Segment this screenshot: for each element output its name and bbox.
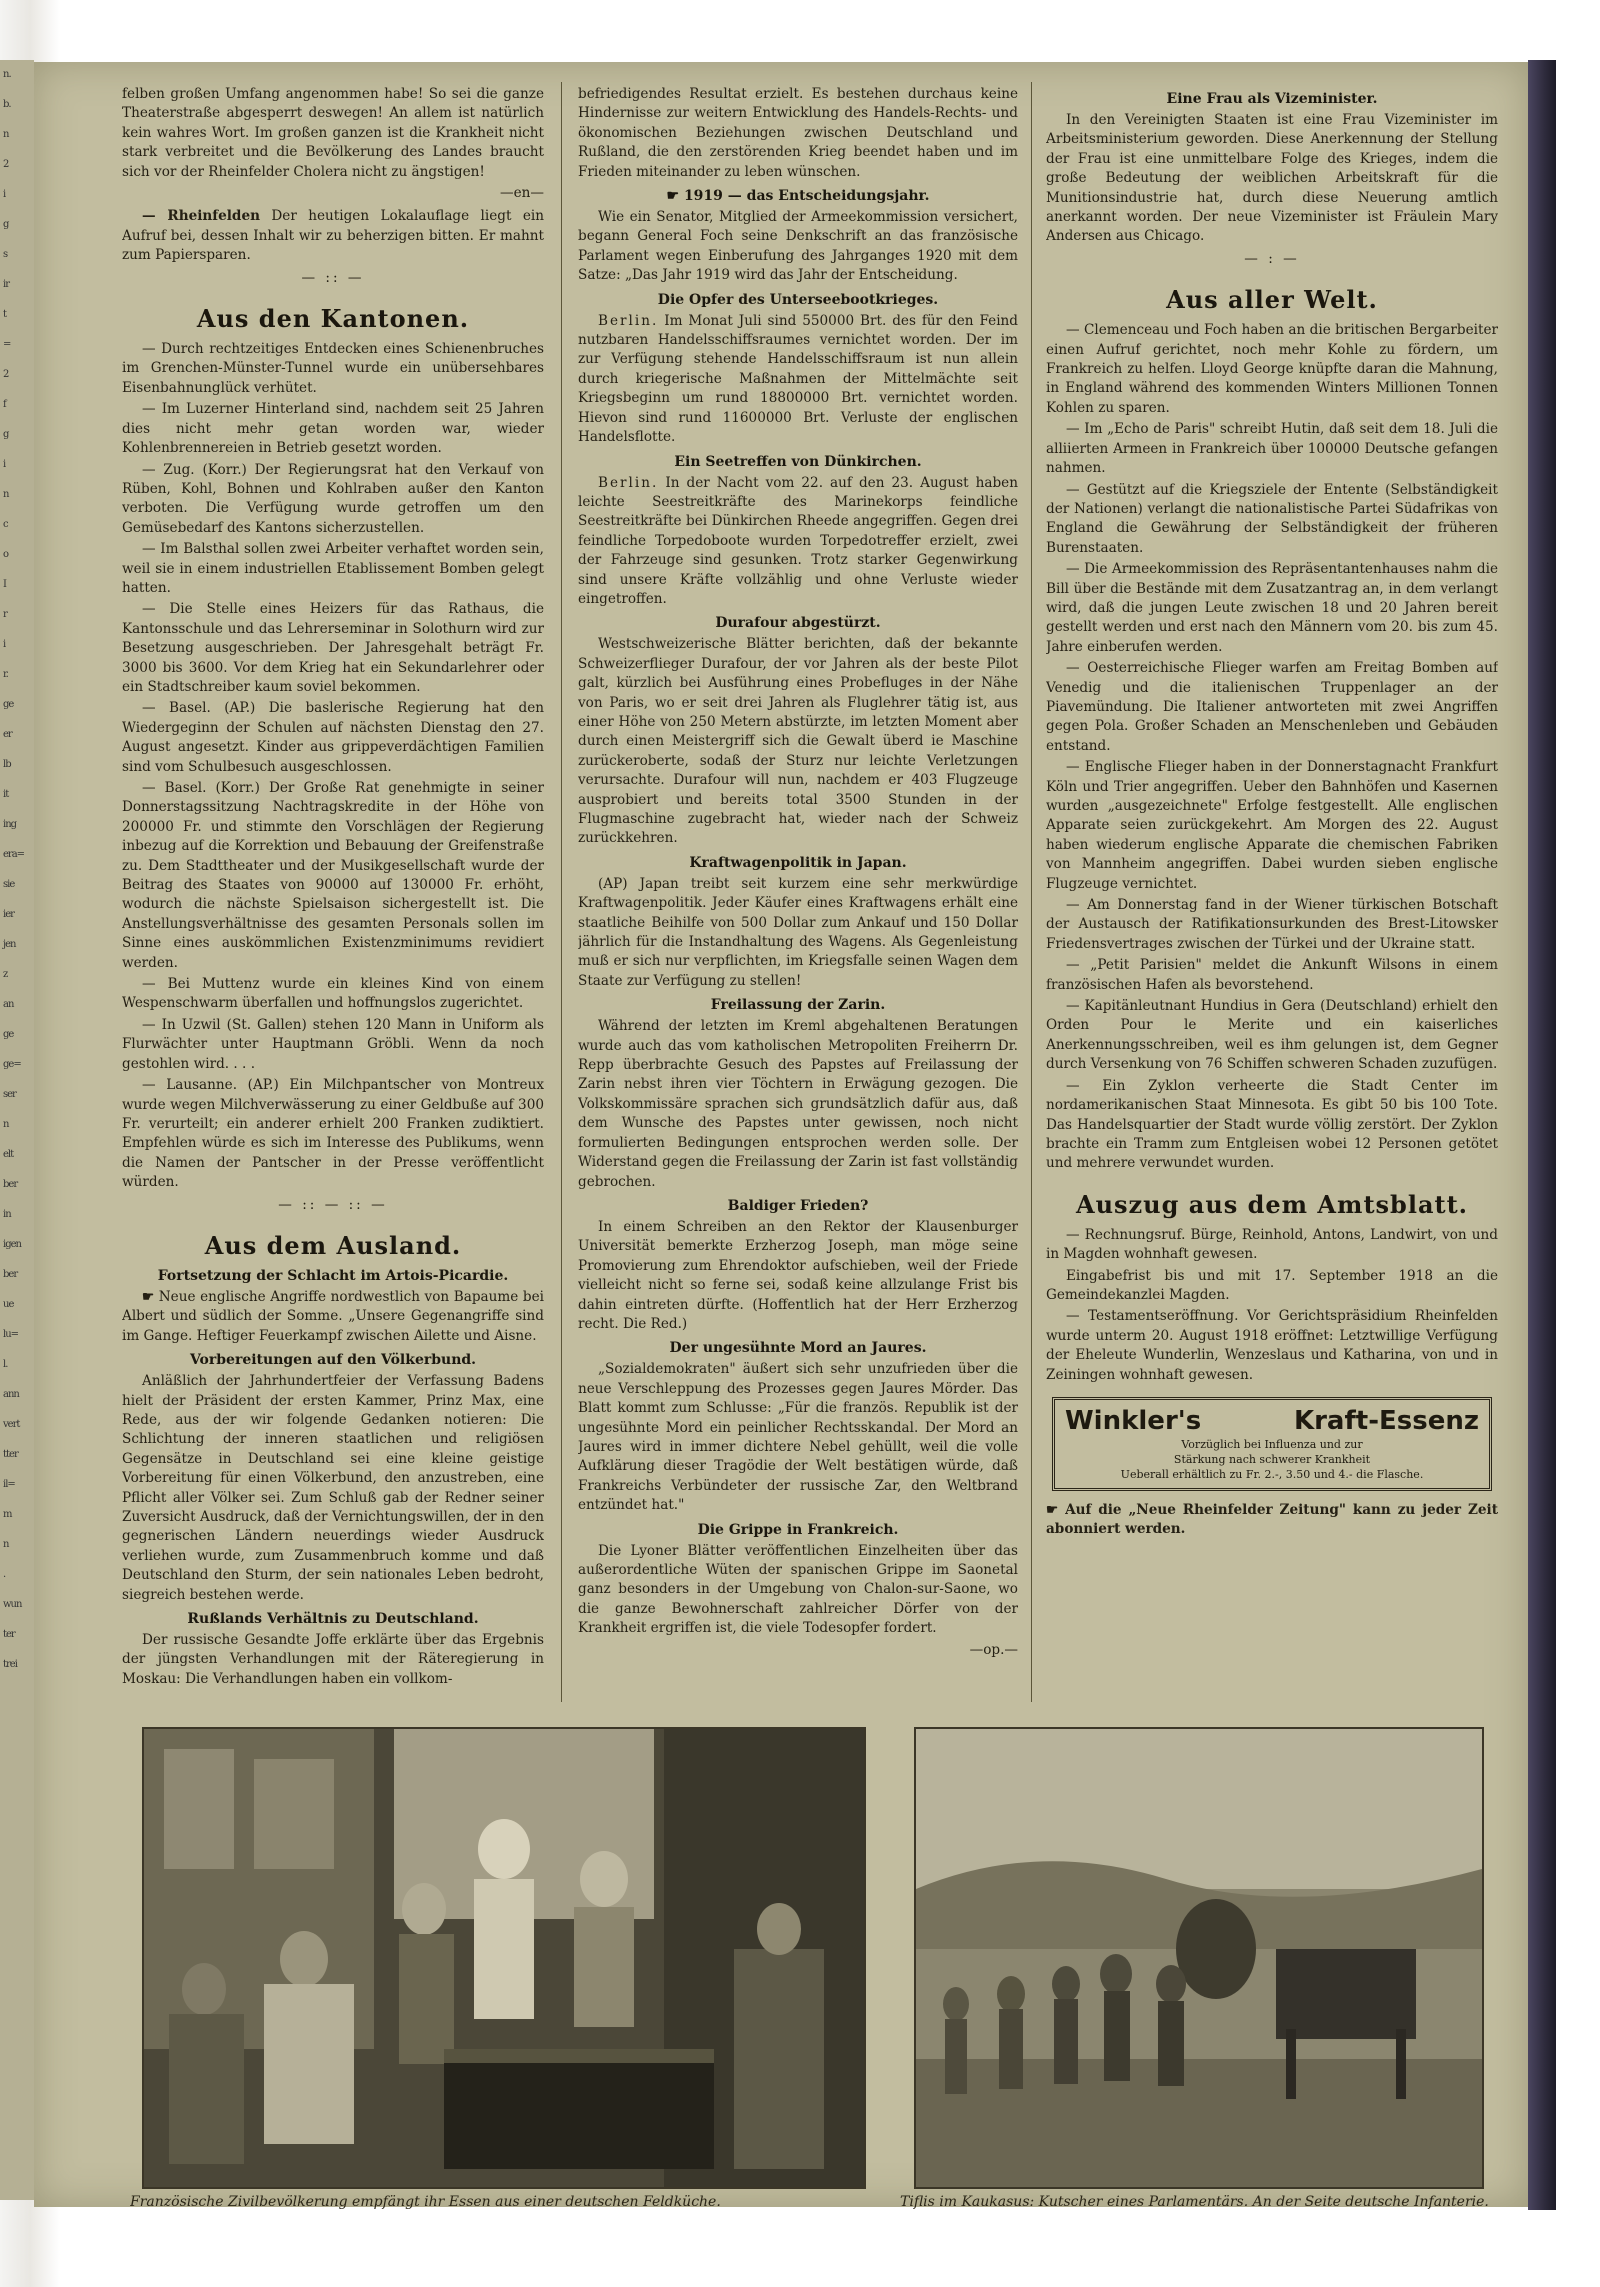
photo-caption: Französische Zivilbevölkerung empfängt ihr Essen aus einer deutschen Feldküche.: [130, 2194, 721, 2210]
article-text: „Sozialdemokraten" äußert sich sehr unzufrieden über die neue Verschleppung des Prozesses gegen Jaures Mörder. Das Blatt kommt zum Schlusse: „Für die französ. Republik ist der ungesühnte Mord ein peinlicher Rechtsskandal. Der Mord an Jaures wird in immer dichtere Nebel gehüllt, weil die volle Aufklärung dieser Tragödie der Welt bestätigen würde, daß Frankreichs Verbündeter der russische Zar, den Weltbrand entzündet hat.": [578, 1361, 1018, 1514]
photo-tiflis-caucasus: [914, 1727, 1484, 2189]
previous-page-fragment: m: [3, 1509, 12, 1520]
section-heading-kantone: Aus den Kantonen.: [196, 304, 470, 334]
amtsblatt-list: [1046, 1226, 1498, 1385]
previous-page-fragment: in: [3, 1209, 11, 1220]
article-text: In den Vereinigten Staaten ist eine Frau Vizeminister im Arbeitsministerium geworden. Diese Anerkennung der Stellung der Frau ist eine unmittelbare Folge des Krieges, indem die große Bedeutung der weiblichen Arbeitskraft für die Munitionsindustrie hat, durch diese Neuerung amtlich anerkannt worden. Der neue Vizeminister ist Fräulein Mary Andersen aus Chicago.: [1046, 112, 1498, 245]
left-column: [122, 85, 544, 1703]
right-column: [1046, 85, 1498, 1703]
article-heading: Vorbereitungen auf den Völkerbund.: [189, 1352, 477, 1369]
previous-page-fragment: ge=: [3, 1059, 21, 1070]
dateline: Berlin.: [598, 312, 659, 329]
subscription-note: [1046, 1501, 1498, 1540]
previous-page-fragment: f: [3, 399, 6, 410]
article-text: In einem Schreiben an den Rektor der Klausenburger Universität bemerkte Erzherzog Joseph, man möge seine Promovierung zum Ehrendoktor aufschieben, weil der Friede vielleicht nicht so ferne sei, sodaß keine allzulange Frist bis dahin eintreten dürfte. (Hoffentlich hat der Herr Erzherzog recht. Die Red.): [578, 1218, 1018, 1332]
news-item: — Im Luzerner Hinterland sind, nachdem seit 25 Jahren dies nicht mehr getan worden war, wieder Kohlenbrennereien in Betrieb gesetzt worden.: [122, 401, 544, 457]
photo-field-kitchen: [142, 1727, 866, 2189]
previous-page-fragment: .: [3, 1569, 6, 1580]
previous-page-fragment: c: [3, 519, 8, 530]
pointing-hand-icon: ☛: [666, 188, 680, 205]
article-text: Der russische Gesandte Joffe erklärte über das Ergebnis der jüngsten Verhandlungen mit der Räteregierung in Moskau: Die Verhandlungen haben ein vollkom-: [122, 1632, 544, 1687]
previous-page-fragment: tter: [3, 1449, 18, 1460]
local-note: [122, 207, 544, 265]
notice-item: Eingabefrist bis und mit 17. September 1918 an die Gemeindekanzlei Magden.: [1046, 1267, 1498, 1303]
news-item: — Basel. (Korr.) Der Große Rat genehmigte in seiner Donnerstagssitzung Nachtragskredite in der Höhe von 200000 Fr. und stimmte den Vorschlägen der Regierung inbezug auf die Korrektion und Bebauung der Greifenstraße zu. Dem Stadttheater und der Musikgesellschaft wurde der Beitrag des Staates von 90000 auf 130000 Fr. erhöht, wodurch die nächste Spielsaison sichergestellt ist. Die Anstellungsverhältnisse des gesamten Personals sollen im Sinne eines auskömmlichen Existenzminimums revidiert werden.: [122, 780, 544, 971]
advertisement-box: [1052, 1397, 1492, 1491]
previous-page-fragment: i: [3, 189, 6, 200]
article-heading-text: 1919 — das Entscheidungsjahr.: [683, 188, 930, 205]
previous-page-fragment: ter: [3, 1629, 15, 1640]
section-separator: — :: — :: —: [278, 1196, 388, 1213]
news-item: — Am Donnerstag fand in der Wiener türkischen Botschaft der Austausch der Ratifikationsurkunden des Brest-Litowsker Friedensvertrages zwischen der Türkei und der Ukraine statt.: [1046, 897, 1498, 952]
previous-page-fragment: b.: [3, 99, 11, 110]
article-body: Neue englische Angriffe nordwestlich von Bapaume bei Albert und südlich der Somme. „Unsere Gegenangriffe sind im Gange. Heftiger Feuerkampf zwischen Ailette und Aisne.: [122, 1288, 544, 1344]
article-text: Wie ein Senator, Mitglied der Armeekommission versichert, begann General Foch seine Denkschrift an das französische Parlament wegen Einberufung des Jahrganges 1920 mit dem Satze: „Das Jahr 1919 wird das Jahr der Entscheidung.: [578, 209, 1018, 284]
previous-page-fragment: ber: [3, 1269, 18, 1280]
previous-page-fragment: i: [3, 639, 6, 650]
previous-page-fragment: I: [3, 579, 6, 590]
photo-field-kitchen-image: [144, 1729, 864, 2187]
news-item: — Englische Flieger haben in der Donnerstagnacht Frankfurt Köln und Trier angegriffen. Ueber den Bahnhöfen und Kasernen wurden „ausgezeichnete" Erfolge festgestellt. Alle englischen Apparate seien zurückgekehrt. Am Morgen des 22. August haben wiederum englische Apparate die chemischen Fabriken von Mannheim angegriffen. Dabei wurden sieben englische Flugzeuge vernichtet.: [1046, 759, 1498, 892]
previous-page-fragment: g: [3, 219, 9, 230]
previous-page-fragment: n: [3, 1539, 9, 1550]
section-heading-amtsblatt: Auszug aus dem Amtsblatt.: [1075, 1189, 1469, 1219]
previous-page-fragment: n: [3, 489, 9, 500]
ad-line: Vorzüglich bei Influenza und zur: [1181, 1437, 1363, 1451]
article-text: Westschweizerische Blätter berichten, daß der bekannte Schweizerflieger Durafour, der vor Jahren als der beste Pilot galt, kürzlich bei Ausführung eines Probefluges in der Nähe von Paris, wo er seit drei Jahren als Fluglehrer tätig ist, aus einer Höhe von 250 Metern abstürzte, im letzten Moment aber durch einen Meistergriff sich die Gewalt überd ie Maschine zurückeroberte, sodaß der Sturz nur leichte Verletzungen verursachte. Durafour will nun, nachdem er 403 Flugzeuge ausprobiert und bereits total 3500 Stunden in der Flugmaschine zugebracht hat, wieder nach der Schweiz zurückkehren.: [578, 636, 1018, 847]
previous-page-fragment: n: [3, 129, 9, 140]
news-item: — Durch rechtzeitiges Entdecken eines Schienenbruches im Grenchen-Münster-Tunnel wurde ein unübersehbares Eisenbahnunglück verhütet.: [122, 341, 544, 396]
welt-news-list: [1046, 321, 1498, 1173]
section-separator: — :: —: [301, 269, 365, 286]
news-item: — Im „Echo de Paris" schreibt Hutin, daß seit dem 18. Juli die alliierten Armeen in Frankreich über 100000 Deutsche gefangen nahmen.: [1046, 421, 1498, 477]
pointing-hand-icon: ☛: [142, 1288, 155, 1305]
previous-page-fragment: r: [3, 609, 7, 620]
section-separator: — : —: [1244, 250, 1300, 267]
article-heading: Ein Seetreffen von Dünkirchen.: [674, 453, 922, 470]
previous-page-fragment: ue: [3, 1299, 14, 1310]
section-heading-ausland: Aus dem Ausland.: [204, 1230, 462, 1260]
previous-page-fragment: an: [3, 999, 14, 1010]
news-item: — In Uzwil (St. Gallen) stehen 120 Mann in Uniform als Flurwächter unter Hauptmann Gröbli. Wenn da noch gestohlen wird. . . .: [122, 1016, 544, 1072]
previous-page-fragment: 2: [3, 159, 9, 170]
previous-page-fragment: ir: [3, 279, 9, 290]
opening-paragraph: felben großen Umfang angenommen habe! So sei die ganze Theaterstraße abgesperrt deswegen! An allem ist natürlich kein wahres Wort. Im großen ganzen ist die Krankheit nicht stark verbreitet und die Bevölkerung des Landes braucht sich vor der Rheinfelder Cholera nicht zu ängstigen!: [122, 86, 544, 180]
news-item: — „Petit Parisien" meldet die Ankunft Wilsons in einem französischen Hafen als bevorstehend.: [1046, 957, 1498, 993]
article-heading: Fortsetzung der Schlacht im Artois-Picardie.: [157, 1267, 509, 1284]
article-text: [122, 1288, 544, 1346]
news-item: — Ein Zyklon verheerte die Stadt Center im nordamerikanischen Staat Minnesota. Es gibt 50 bis 100 Tote. Das Handelsquartier der Stadt wurde völlig zerstört. Der Zyklon brachte ein Tramm zum Entgleisen wobei 12 Personen getötet und mehrere verwundet wurden.: [1046, 1077, 1498, 1172]
article-body: Im Monat Juli sind 550000 Brt. des für den Feind nutzbaren Handelsschiffsraumes vernichtet worden. Der im zur Verfügung stehende Handelsschiffsraum ist nun allein durch kriegerische Maßnahmen der Mittelmächte seit Kriegsbeginn um rund 18800000 Brt. vernichtet worden. Hievon sind rund 11600000 Brt. Verluste der englischen Handelsflotte.: [578, 312, 1018, 446]
previous-page-fragment: =: [3, 339, 11, 350]
middle-column: [578, 85, 1018, 1703]
signature: —en—: [500, 185, 544, 202]
photo-caption: Tiflis im Kaukasus: Kutscher eines Parlamentärs. An der Seite deutsche Infanterie.: [900, 2194, 1489, 2210]
article-text: Anläßlich der Jahrhundertfeier der Verfassung Badens hielt der Präsident der ersten Kammer, Prinz Max, eine Rede, aus der wir folgende Gedanken notieren: Die Schlichtung der inneren staatlichen und religiösen Gegensätze in Deutschland sei eine kleine geistige Vorbereitung für einen Völkerbund, den anzustreben, eine Pflicht aller Völker sei. Zum Schluß gab der Redner seiner Zuversicht Ausdruck, daß der Vernichtungswillen, der in den gegnerischen Ländern neuerdings wieder Ausdruck verliehen wurde, zum Zusammenbruch komme und daß Deutschland den Sturm, der sein nationales Leben bedroht, siegreich bestehen werde.: [122, 1373, 544, 1603]
previous-page-fragment: elt: [3, 1149, 14, 1160]
article-heading: [578, 187, 1018, 205]
previous-page-fragment: ge: [3, 1029, 14, 1040]
previous-page-fragment: lu=: [3, 1329, 19, 1340]
column-rule: [561, 82, 562, 1702]
news-item: — Lausanne. (AP.) Ein Milchpantscher von Montreux wurde wegen Milchverwässerung zu einer Geldbuße auf 300 Fr. verurteilt; ein anderer erhielt 200 Franken zudiktiert. Empfehlen würde es sich im Interesse des Publikums, wenn die Namen der Pantscher in der Presse veröffentlicht würden.: [122, 1077, 544, 1191]
previous-page-fragment: vert: [3, 1419, 20, 1430]
previous-page-fragment: s: [3, 249, 8, 260]
notice-item: — Rechnungsruf. Bürge, Reinhold, Antons, Landwirt, von und in Magden wohnhaft gewesen.: [1046, 1226, 1498, 1263]
notice-item: — Testamentseröffnung. Vor Gerichtspräsidium Rheinfelden wurde unterm 20. August 1918 eröffnet: Letztwillige Verfügung der Eheleute Wunderlin, Wenzeslaus und Katharina, von und in Zeiningen wohnhaft gewesen.: [1046, 1308, 1498, 1383]
previous-page-fragment: lb: [3, 759, 11, 770]
news-item: — Basel. (AP.) Die baslerische Regierung hat den Wiedergeginn der Schulen auf nächsten Dienstag den 27. August angesetzt. Kinder aus grippeverdächtigen Familien sind vom Schulbesuch ausgeschlossen.: [122, 700, 544, 775]
previous-page-strip: [0, 60, 34, 2200]
article-heading: Die Grippe in Frankreich.: [697, 1521, 899, 1538]
advertisement-brand: [1065, 1405, 1479, 1437]
previous-page-fragment: 2: [3, 369, 9, 380]
news-item: — Zug. (Korr.) Der Regierungsrat hat den Verkauf von Rüben, Kohl, Bohnen und Kohlraben außer den Kanton verboten. Die Verfügung wurde getroffen um den Gemüsebedarf des Kantons sicherzustellen.: [122, 461, 544, 536]
article-text: Die Lyoner Blätter veröffentlichen Einzelheiten über das außerordentliche Wüten der spanischen Grippe im Saonetal ganz besonders in der Umgebung von Chalon-sur-Saone, wo die ganze Bewohnerschaft zahlreicher Dörfer von der Krankheit ergriffen ist, die viele Todesopfer fordert.: [578, 1542, 1018, 1637]
previous-page-fragment: wun: [3, 1599, 22, 1610]
article-heading: Der ungesühnte Mord an Jaures.: [669, 1340, 927, 1357]
news-item: — Gestützt auf die Kriegsziele der Entente (Selbständigkeit der Nationen) verlangt die nationalistische Partei Südafrikas von England die Gewährung der Selbständigkeit der früheren Burenstaaten.: [1046, 481, 1498, 556]
previous-page-fragment: il=: [3, 1479, 15, 1490]
news-item: — Oesterreichische Flieger warfen am Freitag Bomben auf Venedig und die italienischen Truppenlager an der Piavemündung. Die Italiener antworteten mit zwei Angriffen gegen Pola. Großer Schaden an Menschenleben und Gebäuden entstand.: [1046, 660, 1498, 754]
previous-page-fragment: er: [3, 729, 12, 740]
ad-line: Ueberall erhältlich zu Fr. 2.-, 3.50 und 4.- die Flasche.: [1120, 1467, 1424, 1481]
previous-page-fragment: ing: [3, 819, 17, 830]
article-text: (AP) Japan treibt seit kurzem eine sehr merkwürdige Kraftwagenpolitik. Jeder Käufer eines Kraftwagens erhält eine staatliche Beihilfe von 500 Dollar zum Ankauf und 150 Dollar jährlich für die Instandhaltung des Wagens. Als Gegenleistung muß er sich nur verpflichten, im Kriegsfalle seinen Wagen dem Staate zur Verfügung zu stellen!: [578, 875, 1018, 989]
previous-page-fragment: g: [3, 429, 9, 440]
news-item: — Kapitänleutnant Hundius in Gera (Deutschland) erhielt den Orden Pour le Merite und ein kaiserliches Anerkennungsschreiben, weil es ihm gelungen ist, dem Gegner durch Versenkung von 76 Schiffen schweren Schaden zuzufügen.: [1046, 998, 1498, 1073]
article-text: befriedigendes Resultat erzielt. Es bestehen durchaus keine Hindernisse zur weitern Entwicklung des Handels-Rechts- und ökonomischen Beziehungen zwischen Deutschland und Rußland, die den zerstörenden Krieg beendet haben und im Frieden miteinander zu leben wünschen.: [578, 86, 1018, 180]
previous-page-fragment: z: [3, 969, 8, 980]
previous-page-fragment: sie: [3, 879, 15, 890]
ad-brand-left: Winkler's: [1065, 1405, 1202, 1436]
previous-page-fragment: r.: [3, 669, 8, 680]
news-item: — Clemenceau und Foch haben an die britischen Bergarbeiter einen Aufruf gerichtet, noch mehr Kohle zu fördern, um Frankreich zu helfen. Lloyd George knüpfte daran die Mahnung, in England während des kommenden Winters Millionen Tonnen Kohlen zu sparen.: [1046, 322, 1498, 416]
subscription-text: Auf die „Neue Rheinfelder Zeitung" kann zu jeder Zeit abonniert werden.: [1046, 1501, 1498, 1538]
article-heading: Die Opfer des Unterseebootkrieges.: [657, 291, 939, 308]
article-heading: Baldiger Frieden?: [727, 1197, 869, 1214]
article-body: In der Nacht vom 22. auf den 23. August haben leichte Seestreitkräfte des Marinekorps feindliche Seestreitkräfte bei Dünkirchen Rheede angegriffen. Gegen drei feindliche Torpedoboote wurden Torpedotreffer erzielt, zwei der Fahrzeuge sind gesunken. Trotz starker Gegenwirkung sind unsere Kräfte vollzählig und ohne Verluste wieder eingetroffen.: [578, 474, 1018, 607]
previous-page-fragment: ier: [3, 909, 14, 920]
previous-page-fragment: ge: [3, 699, 14, 710]
signature: —op.—: [969, 1641, 1018, 1658]
local-note-lead: — Rheinfelden: [142, 208, 260, 225]
previous-page-fragment: trei: [3, 1659, 17, 1670]
ad-line: Stärkung nach schwerer Krankheit: [1173, 1452, 1371, 1466]
article-heading: Eine Frau als Vizeminister.: [1166, 91, 1378, 107]
previous-page-fragment: t: [3, 309, 7, 320]
kantone-news-list: [122, 340, 544, 1192]
book-binding-edge: [1528, 60, 1556, 2210]
previous-page-fragment: jen: [3, 939, 16, 950]
article-heading: Kraftwagenpolitik in Japan.: [689, 854, 907, 871]
previous-page-fragment: ser: [3, 1089, 16, 1100]
article-text: [578, 474, 1018, 610]
article-text: Während der letzten im Kreml abgehaltenen Beratungen wurde auch das vom katholischen Metropoliten Freiherrn Dr. Repp überbrachte Gesuch des Papstes auf Freilassung der Zarin nebst ihren vier Töchtern in Erwägung gezogen. Die Volkskommissäre sprachen sich grundsätzlich dafür aus, daß dem Wunsche des Papstes unter gewissen, noch nicht formulierten Bedingungen entsprochen werden solle. Der Widerstand gegen die Freilassung der Zarin ist fast vollständig gebrochen.: [578, 1018, 1018, 1190]
local-note-text: Der heutigen Lokalauflage liegt ein Aufruf bei, dessen Inhalt wir zu beherzigen bitten. Er mahnt zum Papiersparen.: [122, 208, 544, 264]
previous-page-fragment: igen: [3, 1239, 21, 1250]
article-heading: Freilassung der Zarin.: [710, 997, 886, 1014]
dateline: Berlin.: [598, 474, 659, 491]
previous-page-fragment: era=: [3, 849, 25, 860]
photo-tiflis-caucasus-image: [916, 1729, 1482, 2187]
ad-brand-right: Kraft-Essenz: [1293, 1405, 1479, 1436]
previous-page-fragment: l.: [3, 1359, 8, 1370]
pointing-hand-icon: ☛: [1046, 1501, 1059, 1518]
previous-page-fragment: it: [3, 789, 9, 800]
previous-page-fragment: n.: [3, 69, 11, 80]
news-item: — Die Stelle eines Heizers für das Rathaus, die Kantonsschule und das Lehrerseminar in Solothurn wird zur Besetzung ausgeschrieben. Der Jahresgehalt beträgt Fr. 3000 bis 3600. Vor dem Krieg hat ein Sekundarlehrer oder ein Stadtschreiber kaum soviel bekommen.: [122, 601, 544, 695]
news-item: — Bei Muttenz wurde ein kleines Kind von einem Wespenschwarm überfallen und hoffnungslos zugerichtet.: [122, 976, 544, 1012]
article-heading: Durafour abgestürzt.: [715, 615, 881, 632]
column-rule: [1031, 82, 1032, 1702]
article-heading: Rußlands Verhältnis zu Deutschland.: [187, 1611, 479, 1628]
previous-page-fragment: ann: [3, 1389, 19, 1400]
section-heading-welt: Aus aller Welt.: [1166, 285, 1378, 315]
news-item: — Im Balsthal sollen zwei Arbeiter verhaftet worden sein, weil sie in einem industriellen Etablissement Bomben gelegt hatten.: [122, 541, 544, 596]
previous-page-fragment: ber: [3, 1179, 18, 1190]
previous-page-fragment: n: [3, 1119, 9, 1130]
news-item: — Die Armeekommission des Repräsentantenhauses nahm die Bill über die Bestände mit dem Zusatzantrag an, in dem verlangt wird, daß die jungen Leute zwischen 18 und 20 Jahren bereit gestellt werden und erst nach den Männern vom 20. bis zum 45. Jahre einberufen werden.: [1046, 561, 1498, 655]
previous-page-fragment: i: [3, 459, 6, 470]
article-text: [578, 312, 1018, 448]
previous-page-fragment: o: [3, 549, 9, 560]
